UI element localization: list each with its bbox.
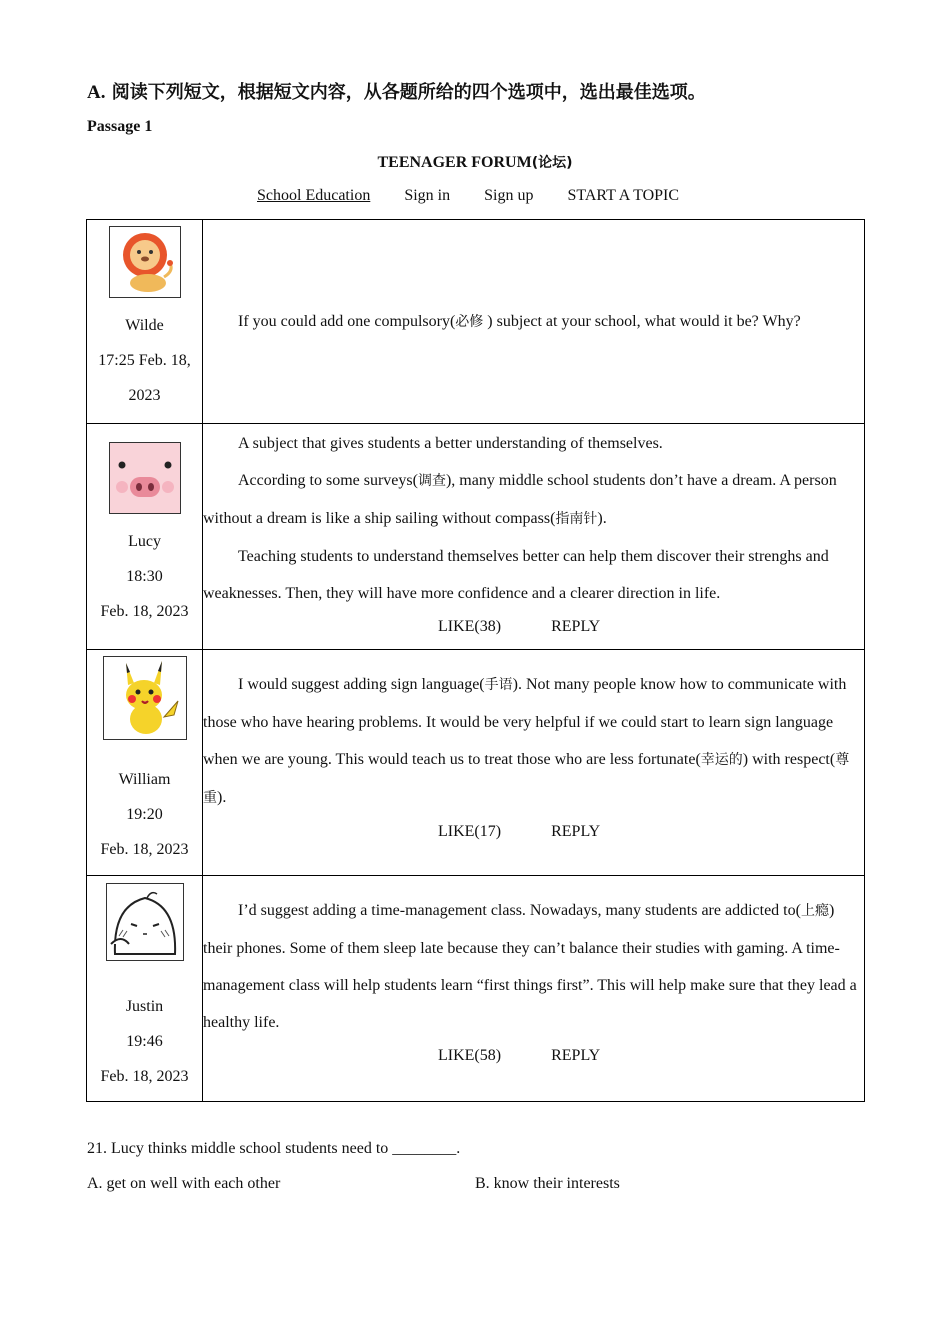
post-text-cn: 手语 <box>484 677 513 693</box>
like-button[interactable]: LIKE(58) <box>438 1047 502 1064</box>
instructions <box>87 78 706 104</box>
post-text-cn: 必修 <box>455 313 484 330</box>
nav-sign-up[interactable]: Sign up <box>484 187 534 204</box>
post-actions <box>203 1041 864 1071</box>
post-text: ) with respect( <box>742 751 836 768</box>
post-row <box>87 220 865 424</box>
post-text: ) subject at your school, what would it be? Why? <box>483 312 801 330</box>
nav-sign-in[interactable]: Sign in <box>404 187 451 204</box>
post-time: 17:25 Feb. 18, <box>98 352 191 369</box>
post-date: Feb. 18, 2023 <box>100 1068 189 1085</box>
post-text: ). Not many people know how to communicate with those who have hearing problems. It would be very helpful if we could start to learn sign language when we are young. This would teach us to treat those who are less fortunate( <box>203 676 847 768</box>
post-content <box>203 220 865 424</box>
post-username: Wilde <box>125 317 164 334</box>
post-content <box>203 424 865 650</box>
post-date: Feb. 18, 2023 <box>100 603 189 620</box>
post-text: ) their phones. Some of them sleep late because they can’t balance their studies with gaming. A time-management class will help students learn “first things first”. This will help make sure that they lead a healthy life. <box>203 902 857 1031</box>
post-time: 19:46 <box>126 1033 163 1050</box>
post-paragraph <box>203 462 864 538</box>
question-stem: 21. Lucy thinks middle school students need to ________. <box>87 1140 461 1157</box>
post-time: 18:30 <box>126 568 163 585</box>
forum-table <box>86 219 865 1102</box>
option-a[interactable]: A. get on well with each other <box>87 1175 281 1192</box>
post-date: Feb. 18, 2023 <box>100 841 189 858</box>
instructions-label: A. <box>87 82 106 103</box>
nav-start-topic[interactable]: START A TOPIC <box>567 187 680 204</box>
post-text-cn: 调查 <box>417 473 446 489</box>
post-text: According to some surveys( <box>238 472 418 489</box>
pig-avatar-icon <box>109 442 181 514</box>
pikachu-avatar-icon <box>103 656 187 740</box>
lion-avatar-icon <box>109 226 181 298</box>
post-actions <box>203 817 864 847</box>
post-text: I would suggest adding sign language( <box>238 676 485 693</box>
like-button[interactable]: LIKE(17) <box>438 823 502 840</box>
instructions-text: 阅读下列短文，根据短文内容，从各题所给的四个选项中，选出最佳选项。 <box>111 82 706 103</box>
user-cell <box>87 220 203 424</box>
post-text-cn: 幸运的 <box>700 752 743 768</box>
post-text: ). <box>217 789 227 806</box>
post-paragraph <box>203 666 864 817</box>
option-b[interactable]: B. know their interests <box>475 1175 620 1192</box>
reply-button[interactable]: REPLY <box>551 618 601 635</box>
post-text: If you could add one compulsory( <box>238 312 456 330</box>
post-paragraph: Teaching students to understand themselves better can help them discover their strenghs and weaknesses. Then, they will have more confidence and a clearer direction in life. <box>203 548 829 602</box>
post-username: Justin <box>125 998 164 1015</box>
post-text-cn: 尊重 <box>203 752 850 806</box>
post-content <box>203 650 865 876</box>
user-cell <box>87 650 203 876</box>
post-date: 2023 <box>128 387 161 404</box>
post-text-cn: 指南针 <box>555 511 598 527</box>
nav-school-education[interactable]: School Education <box>257 187 371 204</box>
forum-title-text: TEENAGER FORUM <box>377 154 532 171</box>
post-text: ), many middle school students don’t have a dream. A person without a dream is like a ship sailing without compass( <box>203 472 837 527</box>
forum-title-cn: (论坛) <box>531 155 573 171</box>
post-text: I’d suggest adding a time-management class. Nowadays, many students are addicted to( <box>238 902 801 919</box>
post-row <box>87 876 865 1102</box>
reply-button[interactable]: REPLY <box>551 823 601 840</box>
post-row <box>87 424 865 650</box>
post-time: 19:20 <box>126 806 163 823</box>
post-username: Lucy <box>128 533 161 550</box>
post-username: William <box>118 771 171 788</box>
cartoon-face-avatar-icon <box>106 883 184 961</box>
user-cell <box>87 424 203 650</box>
like-button[interactable]: LIKE(38) <box>438 618 502 635</box>
forum-title <box>0 152 950 172</box>
post-paragraph <box>203 892 864 1041</box>
user-cell <box>87 876 203 1102</box>
post-row <box>87 650 865 876</box>
post-paragraph: A subject that gives students a better understanding of themselves. <box>238 435 663 452</box>
post-text-cn: 上瘾 <box>800 903 829 919</box>
forum-nav <box>257 187 709 205</box>
reply-button[interactable]: REPLY <box>551 1047 601 1064</box>
passage-label: Passage 1 <box>87 118 153 135</box>
post-content <box>203 876 865 1102</box>
post-actions <box>203 612 864 642</box>
post-text: ). <box>597 510 607 527</box>
